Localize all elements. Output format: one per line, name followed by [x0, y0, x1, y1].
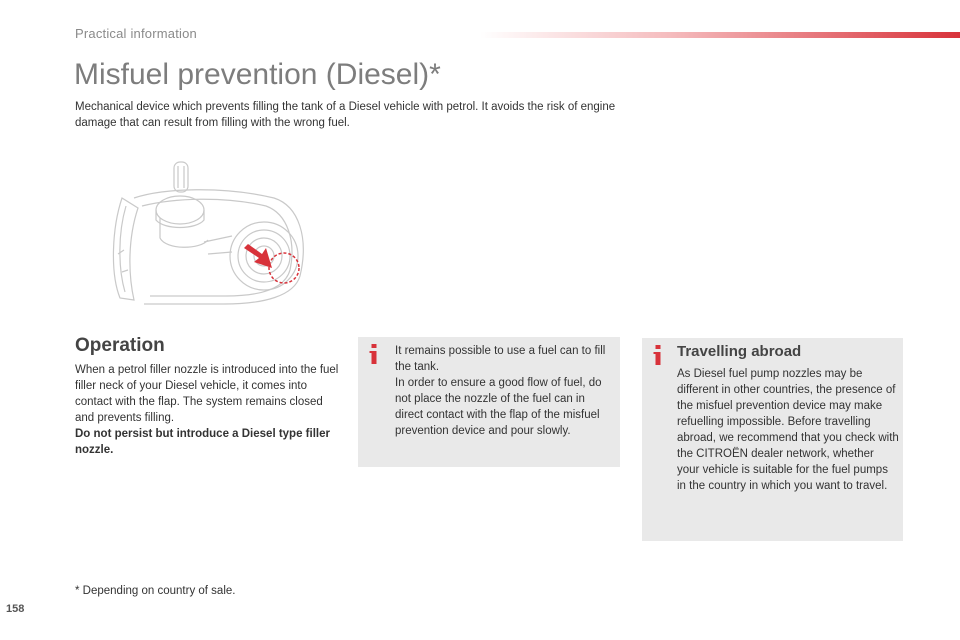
- intro-text: Mechanical device which prevents filling the tank of a Diesel vehicle with petrol. It avoids the risk of engine damage that can result from filling with the wrong fuel.: [75, 101, 616, 129]
- info-icon: [652, 344, 664, 366]
- info-box-travelling-abroad: [642, 338, 903, 541]
- info-line-1: It remains possible to use a fuel can to fill the tank.: [395, 345, 606, 373]
- section-label: Practical information: [75, 26, 197, 41]
- operation-body: [75, 362, 343, 458]
- travelling-abroad-heading: Travelling abroad: [677, 343, 802, 360]
- operation-paragraph: When a petrol filler nozzle is introduced into the fuel filler neck of your Diesel vehicle, it comes into contact with the flap. The system remains closed and prevents filling.: [75, 364, 339, 424]
- page-number: 158: [6, 603, 25, 615]
- travelling-abroad-text: [677, 366, 899, 494]
- filler-outline: [113, 162, 303, 304]
- header-accent-rule: [480, 32, 960, 38]
- info-box-fuel-can-text: [395, 343, 609, 439]
- operation-warning: Do not persist but introduce a Diesel type filler nozzle.: [75, 428, 330, 456]
- info-icon: [368, 343, 380, 365]
- info-line-2: In order to ensure a good flow of fuel, do not place the nozzle of the fuel can in direct contact with the flap of the misfuel prevention device and pour slowly.: [395, 377, 602, 437]
- travelling-abroad-body: As Diesel fuel pump nozzles may be different in other countries, the presence of the misfuel prevention device may make refuelling impossible. Before travelling abroad, we recommend that you check with the CITROËN dealer network, whether your vehicle is suitable for the fuel pumps in the country in which you want to travel.: [677, 368, 899, 492]
- fuel-filler-neck-illustration: [104, 158, 314, 308]
- operation-heading: Operation: [75, 335, 165, 356]
- footnote: * Depending on country of sale.: [75, 585, 236, 597]
- info-box-fuel-can: [358, 337, 620, 467]
- page-title: Misfuel prevention (Diesel)*: [74, 58, 441, 91]
